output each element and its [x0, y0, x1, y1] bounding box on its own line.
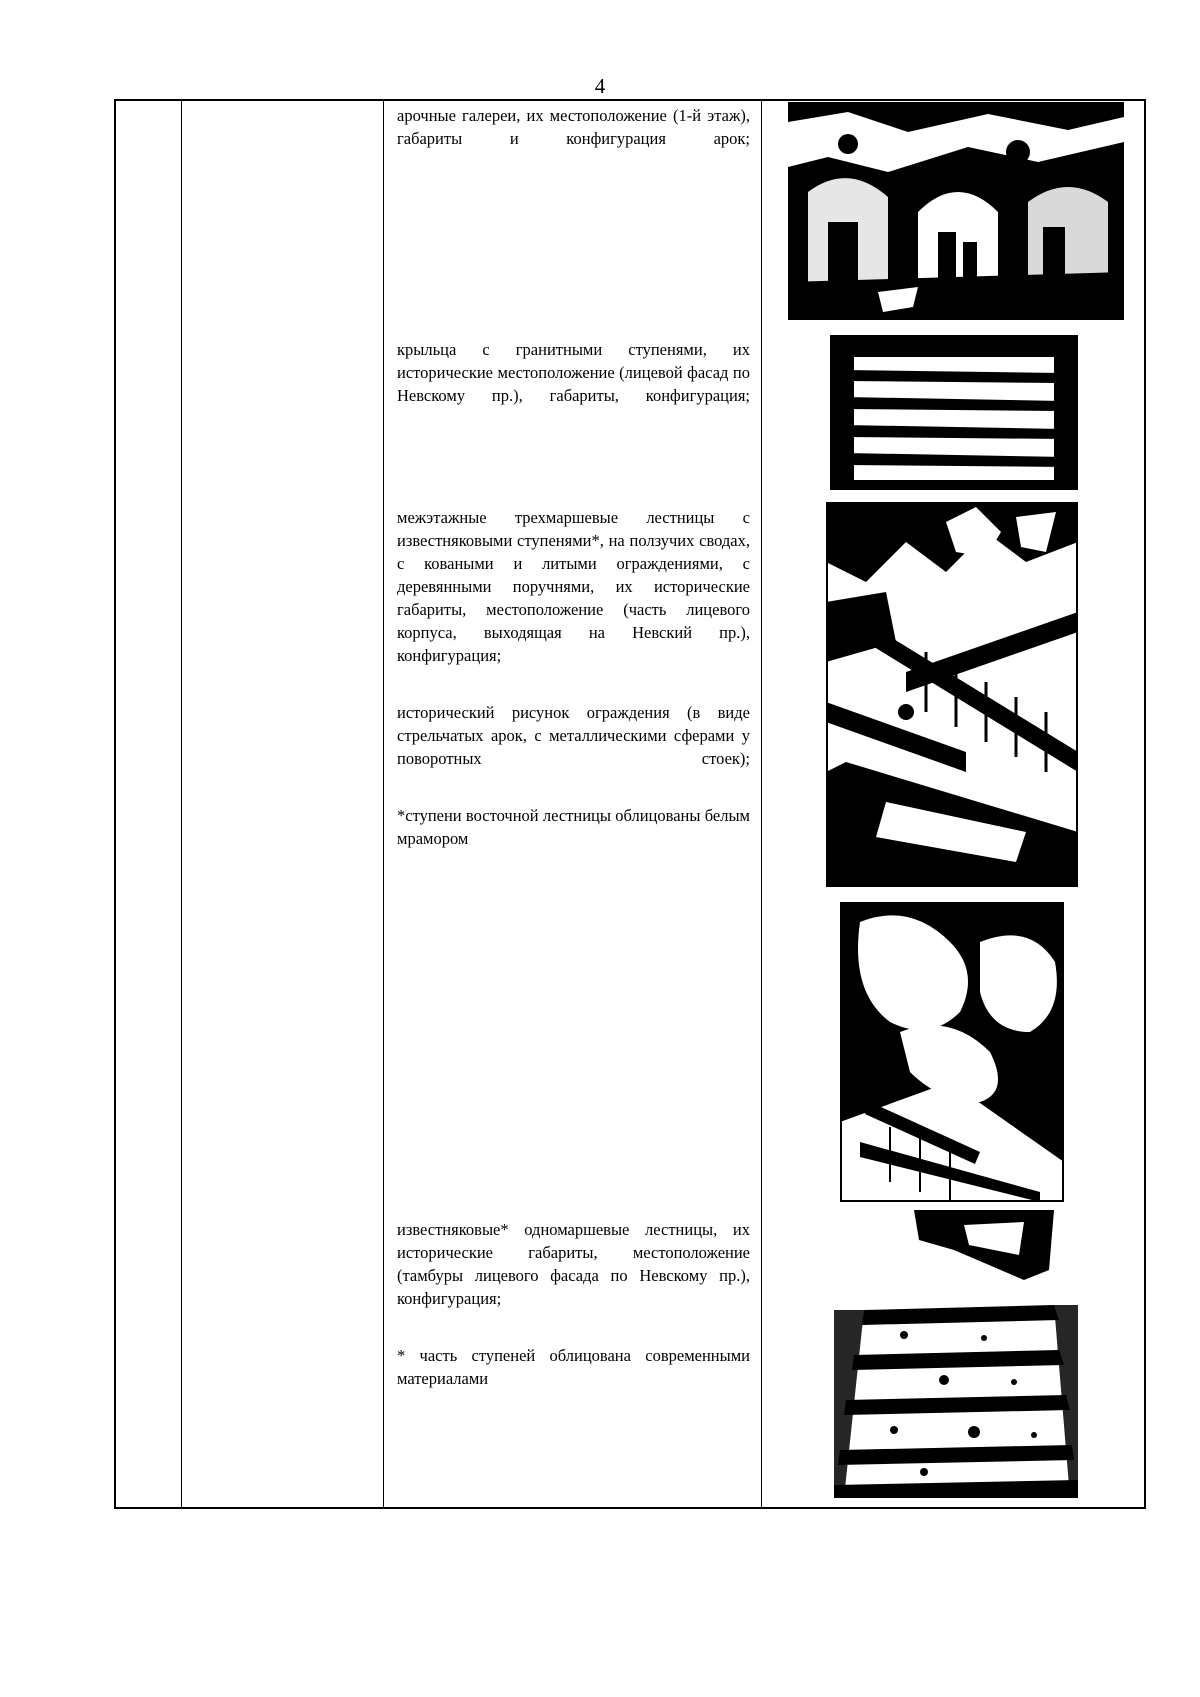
- column-divider-2: [383, 101, 384, 1507]
- page-number: 4: [594, 74, 606, 98]
- column-divider-3: [761, 101, 762, 1507]
- three-flight-staircase-photo: [826, 502, 1078, 887]
- column-divider-1: [181, 101, 182, 1507]
- arched-gallery-photo: [788, 102, 1124, 320]
- granite-porch-steps-photo: [830, 335, 1078, 490]
- feature-paragraph: крыльца с гранитными ступенями, их исторические местоположение (лицевой фасад по Невскому пр.), габариты, конфигурация;: [397, 340, 750, 405]
- feature-paragraph: межэтажные трехмаршевые лестницы с известняковыми ступенями*, на ползучих сводах, с коваными и литыми ограждениями, с деревянными поручнями, их исторические габариты, местоположение (часть лицевого корпуса, выходящая на Невский пр.), конфигурация;: [397, 508, 750, 665]
- staircase-railing-photo: [840, 902, 1064, 1202]
- feature-footnote: * часть ступеней облицована современными материалами: [397, 1346, 750, 1388]
- feature-description-single-flight-stairs: [397, 1218, 750, 1413]
- feature-description-three-flight-stairs: [397, 506, 750, 873]
- single-flight-stairs-photo: [834, 1210, 1078, 1498]
- feature-description-granite-porches: [397, 338, 750, 430]
- feature-paragraph: известняковые* одномаршевые лестницы, их исторические габариты, местоположение (тамбуры лицевого фасада по Невскому пр.), конфигурация;: [397, 1220, 750, 1308]
- feature-footnote: *ступени восточной лестницы облицованы белым мрамором: [397, 806, 750, 848]
- feature-paragraph: арочные галереи, их местоположение (1-й этаж), габариты и конфигурация арок;: [397, 106, 750, 148]
- feature-paragraph: исторический рисунок ограждения (в виде стрельчатых арок, с металлическими сферами у поворотных стоек);: [397, 703, 750, 768]
- feature-description-arched-galleries: [397, 104, 750, 173]
